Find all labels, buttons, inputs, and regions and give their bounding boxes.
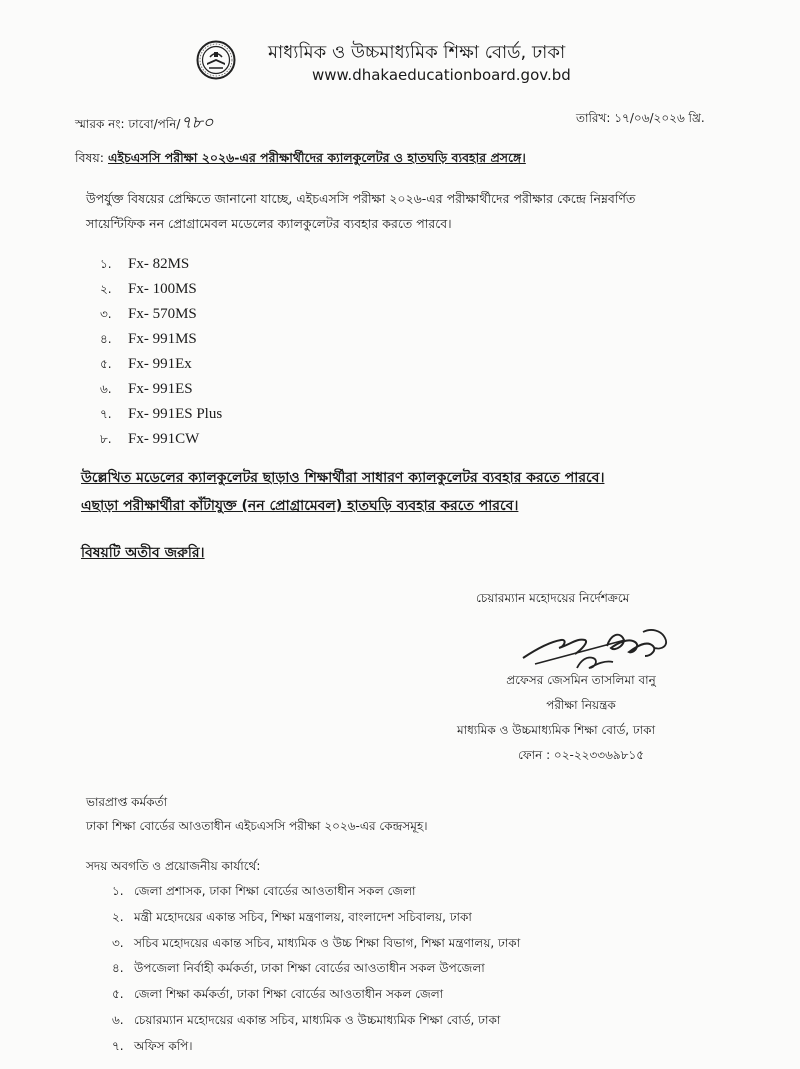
memo-handwritten-number: ৭৮০ xyxy=(180,113,214,133)
list-item xyxy=(112,905,520,931)
list-number: ৭. xyxy=(100,407,112,421)
signatory-office: মাধ্যমিক ও উচ্চমাধ্যমিক শিক্ষা বোর্ড, ঢাকা xyxy=(456,723,656,737)
list-item xyxy=(100,352,222,377)
list-item xyxy=(112,931,520,957)
board-seal-icon xyxy=(196,40,236,80)
list-number: ২. xyxy=(112,909,124,924)
model-name: Fx- 570MS xyxy=(128,306,197,322)
memo-date: তারিখ: ১৭/০৬/২০২৬ খ্রি. xyxy=(576,111,705,125)
notice-block xyxy=(81,464,604,520)
notice-line: উল্লেখিত মডেলের ক্যালকুলেটর ছাড়াও শিক্ষার্থীরা সাধারণ ক্যালকুলেটর ব্যবহার করতে পারবে। xyxy=(81,470,605,486)
cc-recipient: অফিস কপি। xyxy=(134,1038,193,1053)
urgent-note: বিষয়টি অতীব জরুরি। xyxy=(81,545,205,561)
body-paragraph xyxy=(86,186,635,236)
subject-text: এইচএসসি পরীক্ষা ২০২৬-এর পরীক্ষার্থীদের ক্যালকুলেটর ও হাতঘড়ি ব্যবহার প্রসঙ্গে। xyxy=(108,150,526,165)
org-website: www.dhakaeducationboard.gov.bd xyxy=(312,66,571,84)
org-name: মাধ্যমিক ও উচ্চমাধ্যমিক শিক্ষা বোর্ড, ঢাকা xyxy=(268,42,566,63)
list-number: ৮. xyxy=(100,432,112,446)
list-number: ২. xyxy=(100,282,112,296)
calculator-model-list xyxy=(100,252,222,452)
list-item xyxy=(100,302,222,327)
cc-recipient: মন্ত্রী মহোদয়ের একান্ত সচিব, শিক্ষা মন্ত্রণালয়, বাংলাদেশ সচিবালয়, ঢাকা xyxy=(134,909,472,924)
signatory-designation: পরীক্ষা নিয়ন্ত্রক xyxy=(546,698,616,712)
list-item xyxy=(100,277,222,302)
signatory-block xyxy=(456,668,696,768)
list-item xyxy=(100,327,222,352)
cc-recipient: চেয়ারম্যান মহোদয়ের একান্ত সচিব, মাধ্যমিক ও উচ্চমাধ্যমিক শিক্ষা বোর্ড, ঢাকা xyxy=(134,1012,501,1027)
list-number: ৫. xyxy=(100,357,112,371)
model-name: Fx- 991ES xyxy=(128,381,193,397)
model-name: Fx- 100MS xyxy=(128,281,197,297)
signature-icon xyxy=(515,620,680,672)
list-item xyxy=(112,1008,520,1034)
list-item xyxy=(112,982,520,1008)
list-number: ৪. xyxy=(112,961,124,976)
list-number: ৪. xyxy=(100,332,112,346)
cc-title: সদয় অবগতি ও প্রয়োজনীয় কার্যার্থে: xyxy=(86,859,261,873)
notice-line: এছাড়া পরীক্ষার্থীরা কাঁটাযুক্ত (নন প্রোগ্রামেবল) হাতঘড়ি ব্যবহার করতে পারবে। xyxy=(81,498,519,514)
list-item xyxy=(112,956,520,982)
cc-recipient: জেলা শিক্ষা কর্মকর্তা, ঢাকা শিক্ষা বোর্ডের আওতাধীন সকল জেলা xyxy=(134,987,444,1002)
list-number: ৫. xyxy=(112,987,124,1002)
list-item xyxy=(112,879,520,905)
body-line: উপর্যুক্ত বিষয়ের প্রেক্ষিতে জানানো যাচ্ছে, এইচএসসি পরীক্ষা ২০২৬-এর পরীক্ষার্থীদের পরীক্ষার কেন্দ্রে নিম্নবর্ণিত xyxy=(86,191,636,206)
model-name: Fx- 82MS xyxy=(128,256,190,272)
cc-recipient: উপজেলা নির্বাহী কর্মকর্তা, ঢাকা শিক্ষা বোর্ডের আওতাধীন সকল উপজেলা xyxy=(134,961,485,976)
model-name: Fx- 991ES Plus xyxy=(128,406,223,422)
model-name: Fx- 991MS xyxy=(128,331,197,347)
list-item xyxy=(100,252,222,277)
list-number: ৬. xyxy=(112,1012,124,1027)
list-number: ৭. xyxy=(112,1038,124,1053)
cc-list xyxy=(112,879,520,1060)
memo-number xyxy=(75,110,214,138)
list-number: ১. xyxy=(100,257,112,271)
model-name: Fx- 991Ex xyxy=(128,356,192,372)
subject-line xyxy=(75,150,526,170)
order-line: চেয়ারম্যান মহোদয়ের নির্দেশক্রমে xyxy=(476,591,630,605)
list-item xyxy=(100,427,222,452)
list-item xyxy=(100,377,222,402)
list-number: ৩. xyxy=(112,935,124,950)
list-number: ১. xyxy=(112,884,124,898)
cc-recipient: সচিব মহোদয়ের একান্ত সচিব, মাধ্যমিক ও উচ্চ শিক্ষা বিভাগ, শিক্ষা মন্ত্রণালয়, ঢাকা xyxy=(134,935,521,950)
cc-recipient: জেলা প্রশাসক, ঢাকা শিক্ষা বোর্ডের আওতাধীন সকল জেলা xyxy=(134,884,416,898)
list-item xyxy=(100,402,222,427)
list-number: ৬. xyxy=(100,382,112,396)
list-item xyxy=(112,1034,520,1060)
model-name: Fx- 991CW xyxy=(128,431,200,447)
list-number: ৩. xyxy=(100,307,112,321)
recipient-title: ভারপ্রাপ্ত কর্মকর্তা xyxy=(86,795,168,809)
signatory-phone: ফোন : ০২-২২৩৩৬৯৮১৫ xyxy=(517,748,645,762)
signatory-name: প্রফেসর জেসমিন তাসলিমা বানু xyxy=(506,673,656,687)
subject-label: বিষয়: xyxy=(75,150,105,165)
recipient-centres: ঢাকা শিক্ষা বোর্ডের আওতাধীন এইচএসসি পরীক্ষা ২০২৬-এর কেন্দ্রসমূহ। xyxy=(86,819,428,833)
memo-label: স্মারক নং: ঢাবো/পনি/ xyxy=(75,117,181,131)
body-line: সায়েন্টিফিক নন প্রোগ্রামেবল মডেলের ক্যালকুলেটর ব্যবহার করতে পারবে। xyxy=(86,216,452,231)
